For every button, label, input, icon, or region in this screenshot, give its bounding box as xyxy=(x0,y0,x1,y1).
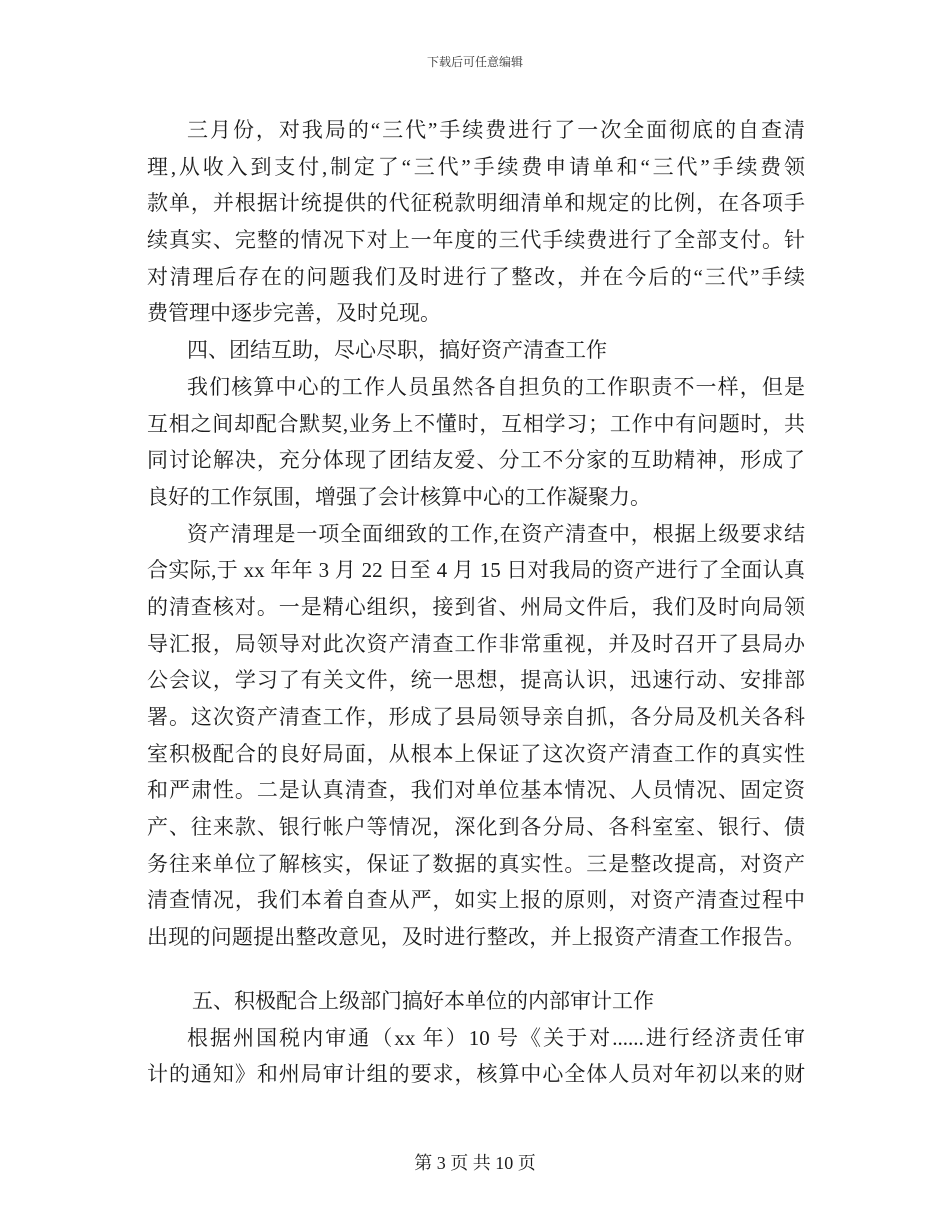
body-text-line: 对清理后存在的问题我们及时进行了整改，并在今后的“三代”手续 xyxy=(147,264,805,289)
body-text-line: 计的通知》和州局审计组的要求，核算中心全体人员对年初以来的财 xyxy=(147,1062,805,1087)
body-text-line: 出现的问题提出整改意见，及时进行整改，并上报资产清查工作报告。 xyxy=(147,925,805,950)
paragraph xyxy=(147,1020,805,1093)
body-text-line: 良好的工作氛围，增强了会计核算中心的工作凝聚力。 xyxy=(147,484,651,509)
header-note: 下载后可任意编辑 xyxy=(426,55,523,69)
body-text-line: 我们核算中心的工作人员虽然各自担负的工作职责不一样，但是 xyxy=(187,374,805,399)
body-text-line: 和严肃性。二是认真清查，我们对单位基本情况、人员情况、固定资 xyxy=(147,778,805,803)
paragraph xyxy=(147,516,805,956)
body-text-line: 室积极配合的良好局面，从根本上保证了这次资产清查工作的真实性 xyxy=(147,741,805,766)
section-heading: 四、团结互助，尽心尽职，搞好资产清查工作 xyxy=(187,338,607,363)
section-heading: 五、积极配合上级部门搞好本单位的内部审计工作 xyxy=(192,988,654,1013)
body-text-line: 的清查核对。一是精心组织，接到省、州局文件后，我们及时向局领 xyxy=(147,594,805,619)
body-text-line: 务往来单位了解核实，保证了数据的真实性。三是整改提高，对资产 xyxy=(147,851,805,876)
body-text-line: 费管理中逐步完善，及时兑现。 xyxy=(147,301,441,326)
body-text-line: 同讨论解决，充分体现了团结友爱、分工不分家的互助精神，形成了 xyxy=(147,448,805,473)
body-text-line: 续真实、完整的情况下对上一年度的三代手续费进行了全部支付。针 xyxy=(147,228,805,253)
body-text-line: 资产清理是一项全面细致的工作,在资产清查中，根据上级要求结 xyxy=(187,521,805,546)
page-number: 第 3 页 共 10 页 xyxy=(414,1153,536,1173)
body-text-line: 公会议，学习了有关文件，统一思想，提高认识，迅速行动、安排部 xyxy=(147,668,805,693)
body-text-line: 理,从收入到支付,制定了“三代”手续费申请单和“三代”手续费领 xyxy=(147,154,805,179)
body-text-line: 署。这次资产清查工作，形成了县局领导亲自抓，各分局及机关各科 xyxy=(147,705,805,729)
document-body xyxy=(147,112,805,1093)
paragraph xyxy=(147,369,805,516)
body-text-line: 产、往来款、银行帐户等情况，深化到各分局、各科室室、银行、债 xyxy=(147,815,805,840)
body-text-line: 导汇报，局领导对此次资产清查工作非常重视，并及时召开了县局办 xyxy=(147,631,805,656)
body-text-line: 三月份，对我局的“三代”手续费进行了一次全面彻底的自查清 xyxy=(187,118,805,142)
paragraph xyxy=(147,112,805,332)
body-text-line: 款单，并根据计统提供的代征税款明细清单和规定的比例，在各项手 xyxy=(147,191,805,216)
body-text-line: 合实际,于 xx 年年 3 月 22 日至 4 月 15 日对我局的资产进行了全面认真 xyxy=(147,558,805,583)
body-text-line: 根据州国税内审通（xx 年）10 号《关于对......进行经济责任审 xyxy=(187,1025,805,1050)
body-text-line: 互相之间却配合默契,业务上不懂时，互相学习；工作中有问题时，共 xyxy=(147,411,805,436)
body-text-line: 清查情况，我们本着自查从严，如实上报的原则，对资产清查过程中 xyxy=(147,888,805,913)
